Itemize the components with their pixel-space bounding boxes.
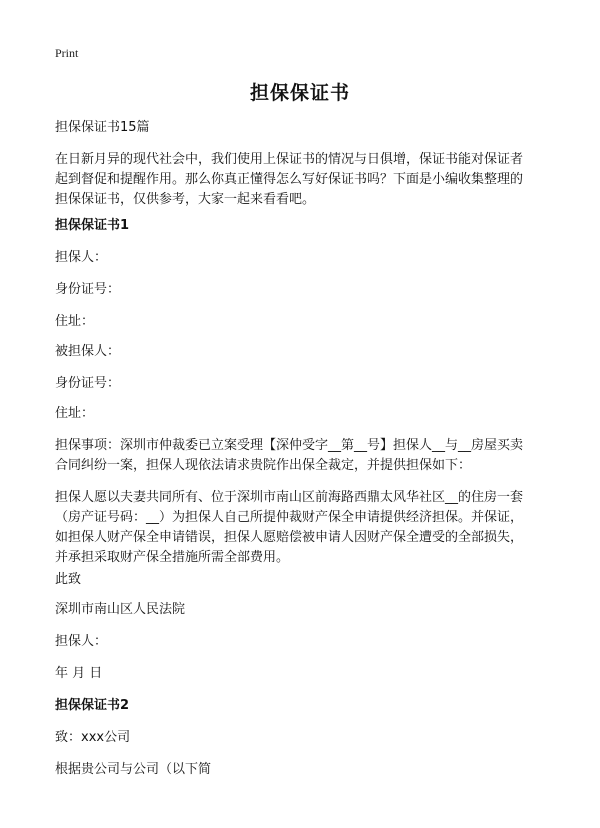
document-title: 担保保证书 bbox=[249, 82, 350, 104]
pledge-paragraph bbox=[55, 488, 555, 568]
date-line: 年 月 日 bbox=[55, 666, 103, 681]
pledge-line: 并承担采取财产保全措施所需全部费用。 bbox=[55, 550, 290, 565]
print-label: Print bbox=[55, 46, 79, 60]
pledge-line: 如担保人财产保全申请错误，担保人愿赔偿被申请人因财产保全遭受的全部损失， bbox=[55, 530, 524, 545]
matter-line: 担保事项：深圳市仲裁委已立案受理【深仲受字__第__号】担保人__与__房屋买卖 bbox=[55, 438, 524, 453]
address-field-2: 住址： bbox=[55, 406, 95, 421]
to-line: 致：xxx公司 bbox=[55, 730, 131, 745]
recipient-court: 深圳市南山区人民法院 bbox=[55, 602, 186, 617]
intro-line: 在日新月异的现代社会中，我们使用上保证书的情况与日俱增，保证书能对保证者 bbox=[55, 152, 524, 167]
address-field: 住址： bbox=[55, 314, 95, 329]
section1-heading: 担保保证书1 bbox=[55, 218, 130, 233]
guaranteed-party-field: 被担保人： bbox=[55, 344, 121, 359]
id-number-field: 身份证号： bbox=[55, 282, 121, 297]
body-text-truncated: 根据贵公司与公司（以下简 bbox=[55, 762, 212, 777]
section2-heading: 担保保证书2 bbox=[55, 698, 130, 713]
signature-line: 担保人： bbox=[55, 634, 108, 649]
id-number-field-2: 身份证号： bbox=[55, 376, 121, 391]
guarantor-field: 担保人： bbox=[55, 250, 108, 265]
guarantee-matter-paragraph bbox=[55, 436, 555, 476]
intro-line: 起到督促和提醒作用。那么你真正懂得怎么写好保证书吗？下面是小编收集整理的 bbox=[55, 172, 524, 187]
pledge-line: （房产证号码：__）为担保人自己所提仲裁财产保全申请提供经济担保。并保证， bbox=[55, 510, 524, 525]
pledge-line: 担保人愿以夫妻共同所有、位于深圳市南山区前海路西鼎太风华社区__的住房一套 bbox=[55, 490, 524, 505]
intro-paragraph bbox=[55, 150, 555, 210]
matter-line: 合同纠纷一案，担保人现依法请求贵院作出保全裁定，并提供担保如下： bbox=[55, 458, 472, 473]
salutation: 此致 bbox=[55, 572, 82, 587]
intro-line: 担保保证书，仅供参考，大家一起来看看吧。 bbox=[55, 192, 316, 207]
subtitle: 担保保证书15篇 bbox=[55, 120, 150, 135]
